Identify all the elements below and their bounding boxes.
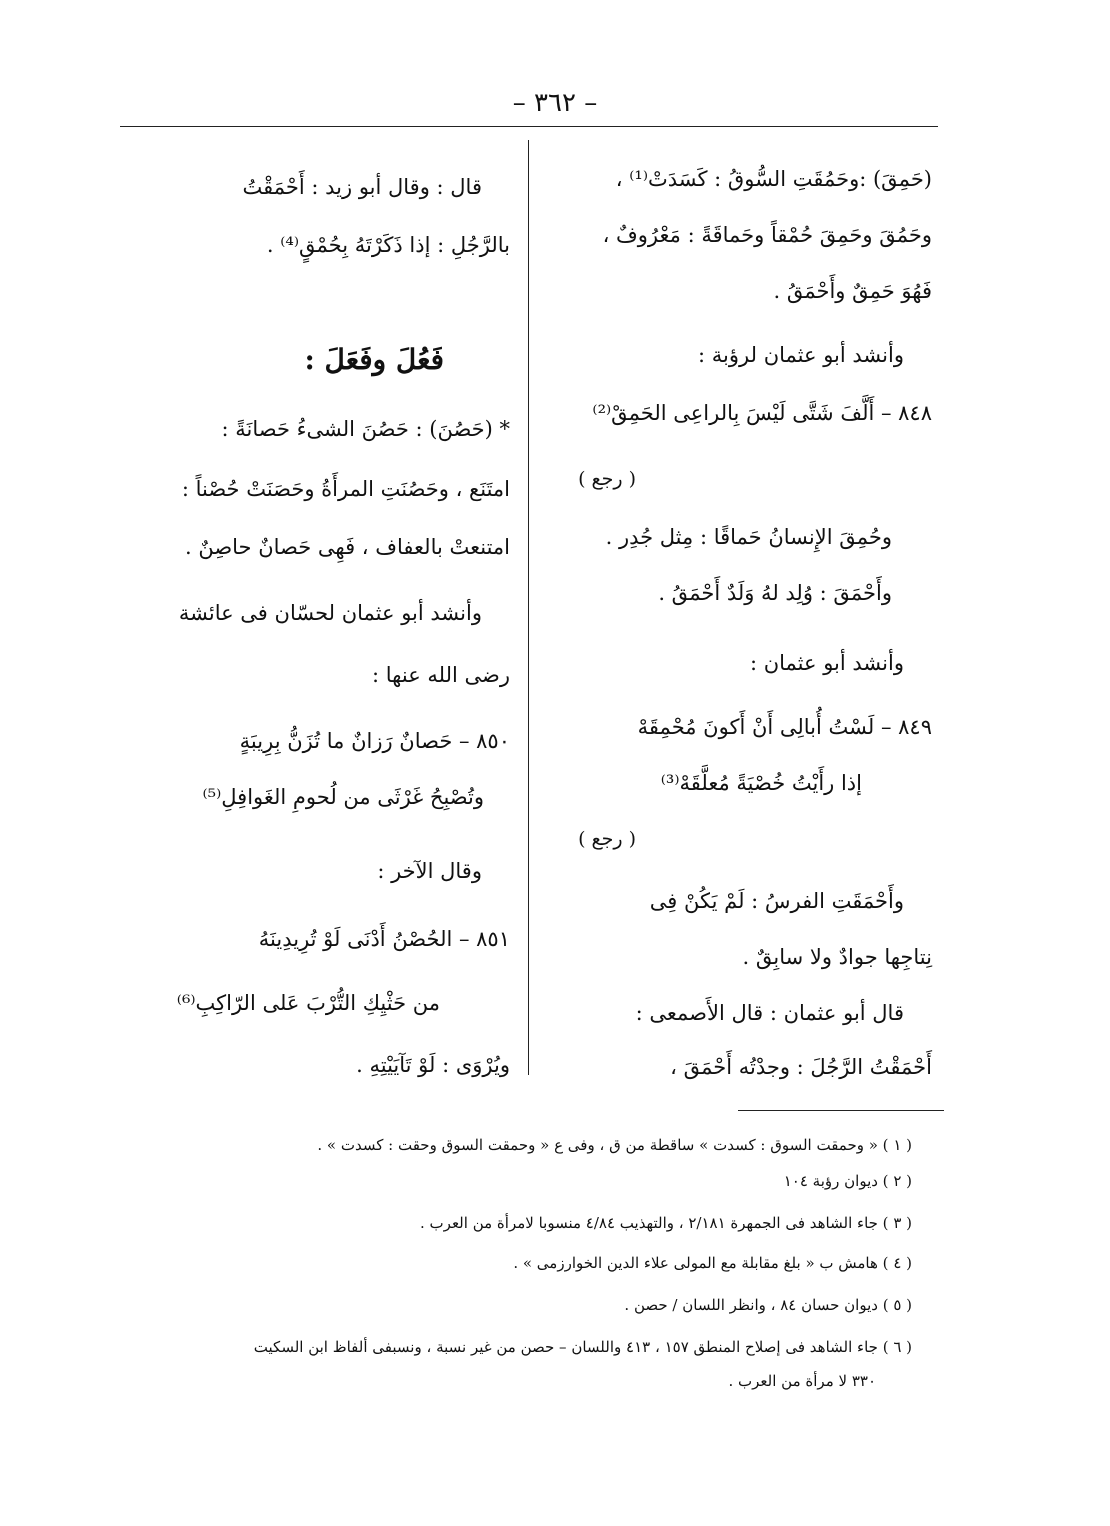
footnote-6: ( ٦ ) جاء الشاهد فى إصلاح المنطق ١٥٧ ، ٤١٣ واللسان – حصن من غير نسبة ، ونسبفى ألفاظ ابن السكيت bbox=[253, 1338, 912, 1356]
right-line-2: وحَمُقَ وحَمِقَ حُمْقاً وحَماقَةً : مَعْرُوفٌ ، bbox=[602, 223, 932, 247]
footnote-6-continued: ٣٣٠ لا مرأة من العرب . bbox=[728, 1372, 876, 1390]
verse-849-meter: ( رجع ) bbox=[578, 828, 636, 850]
left-line-4: * (حَصُنَ) : حَصُنَ الشىءُ حَصانَةً : bbox=[221, 417, 510, 441]
left-line-7: وأنشد أبو عثمان لحسّان فى عائشة bbox=[178, 601, 482, 625]
page-number: – ٣٦٢ – bbox=[512, 88, 598, 118]
right-line-8: وأَحْمَقَ : وُلِد لهُ وَلَدٌ أَحْمَقُ . bbox=[658, 581, 892, 605]
left-line-1: قال : وقال أبو زيد : أَحْمَقْتُ bbox=[242, 175, 482, 199]
right-line-7: وحُمِقَ الإِنسانُ حَماقًا : مِثل جُدِر . bbox=[605, 525, 892, 549]
verse-848: ٨٤٨ – أَلَّفَ شَتَّى لَيْسَ بِالراعِى الحَمِقْ⁽²⁾ bbox=[592, 401, 932, 425]
header-rule bbox=[120, 126, 938, 127]
footnote-5: ( ٥ ) ديوان حسان ٨٤ ، وانظر اللسان / حصن . bbox=[624, 1296, 912, 1314]
footnote-4: ( ٤ ) هامش ب « بلغ مقابلة مع المولى علاء الدين الخوارزمى » . bbox=[513, 1254, 912, 1272]
footnote-3: ( ٣ ) جاء الشاهد فى الجمهرة ٢/١٨١ ، والتهذيب ٤/٨٤ منسوبا لامرأة من العرب . bbox=[420, 1214, 912, 1232]
verse-849-second: إذا رأَيْتُ خُصْيَةً مُعلَّقَهْ⁽³⁾ bbox=[660, 771, 862, 795]
verse-850-second: وتُصْبِحُ غَرْثَى من لُحومِ الغَوافِلِ⁽⁵⁾ bbox=[202, 785, 484, 809]
verse-848-meter: ( رجع ) bbox=[578, 468, 636, 490]
right-line-3: فَهُوَ حَمِقٌ وأَحْمَقُ . bbox=[773, 279, 932, 303]
right-line-14: نِتاجِها جوادٌ ولا سابِقٌ . bbox=[742, 945, 932, 969]
right-line-13: وأَحْمَقَتِ الفرسُ : لَمْ يَكُنْ فِى bbox=[649, 889, 904, 913]
verse-851-second: من حَثْيِكِ التُّرْبَ عَلى الرّاكِبِ⁽⁶⁾ bbox=[176, 991, 440, 1015]
right-line-9: وأنشد أبو عثمان : bbox=[749, 651, 904, 675]
right-line-4: وأنشد أبو عثمان لرؤبة : bbox=[698, 343, 904, 367]
footnote-rule bbox=[738, 1110, 944, 1111]
left-line-11: وقال الآخر : bbox=[377, 859, 482, 883]
right-line-1: (حَمِقَ) :وحَمُقَتِ السُّوقُ : كَسَدَتْ⁽¹⁾ ، bbox=[615, 167, 932, 191]
section-heading: فَعُلَ وفَعَلَ : bbox=[304, 343, 444, 376]
footnote-1: ( ١ ) « وحمقت السوق : كسدت » ساقطة من ق ، وفى ع « وحمقت السوق وحقت : كسدت » . bbox=[317, 1136, 912, 1154]
verse-850: ٨٥٠ – حَصانٌ رَزانٌ ما تُزَنُّ بِرِيبَةٍ bbox=[239, 729, 510, 753]
left-line-6: امتنعتْ بالعفاف ، فَهِى حَصانٌ حاصِنٌ . bbox=[184, 535, 510, 559]
left-line-14: ويُرْوَى : لَوْ تَآيَيْتِهِ . bbox=[356, 1053, 510, 1077]
right-line-15: قال أبو عثمان : قال الأَصمعى : bbox=[635, 1001, 904, 1025]
left-line-2: بالرَّجُلِ : إذا ذَكَرْتَهُ بِحُمْقٍ⁽⁴⁾ . bbox=[266, 233, 510, 257]
right-line-16: أَحْمَقْتُ الرَّجُلَ : وجدْتُه أَحْمَقَ ، bbox=[670, 1055, 932, 1079]
column-divider bbox=[528, 140, 529, 1075]
verse-849: ٨٤٩ – لَسْتُ أُبالِى أَنْ أَكونَ مُحْمِقَهْ bbox=[637, 715, 932, 739]
left-line-8: رضى الله عنها : bbox=[372, 663, 510, 687]
left-line-5: امتَنَع ، وحَصُنَتِ المرأَةُ وحَصَنَتْ حُصْناً : bbox=[181, 477, 510, 501]
verse-851: ٨٥١ – الحُصْنُ أَدْنَى لَوْ تُرِيدِينَهُ bbox=[258, 927, 510, 951]
footnote-2: ( ٢ ) ديوان رؤبة ١٠٤ bbox=[783, 1172, 912, 1190]
